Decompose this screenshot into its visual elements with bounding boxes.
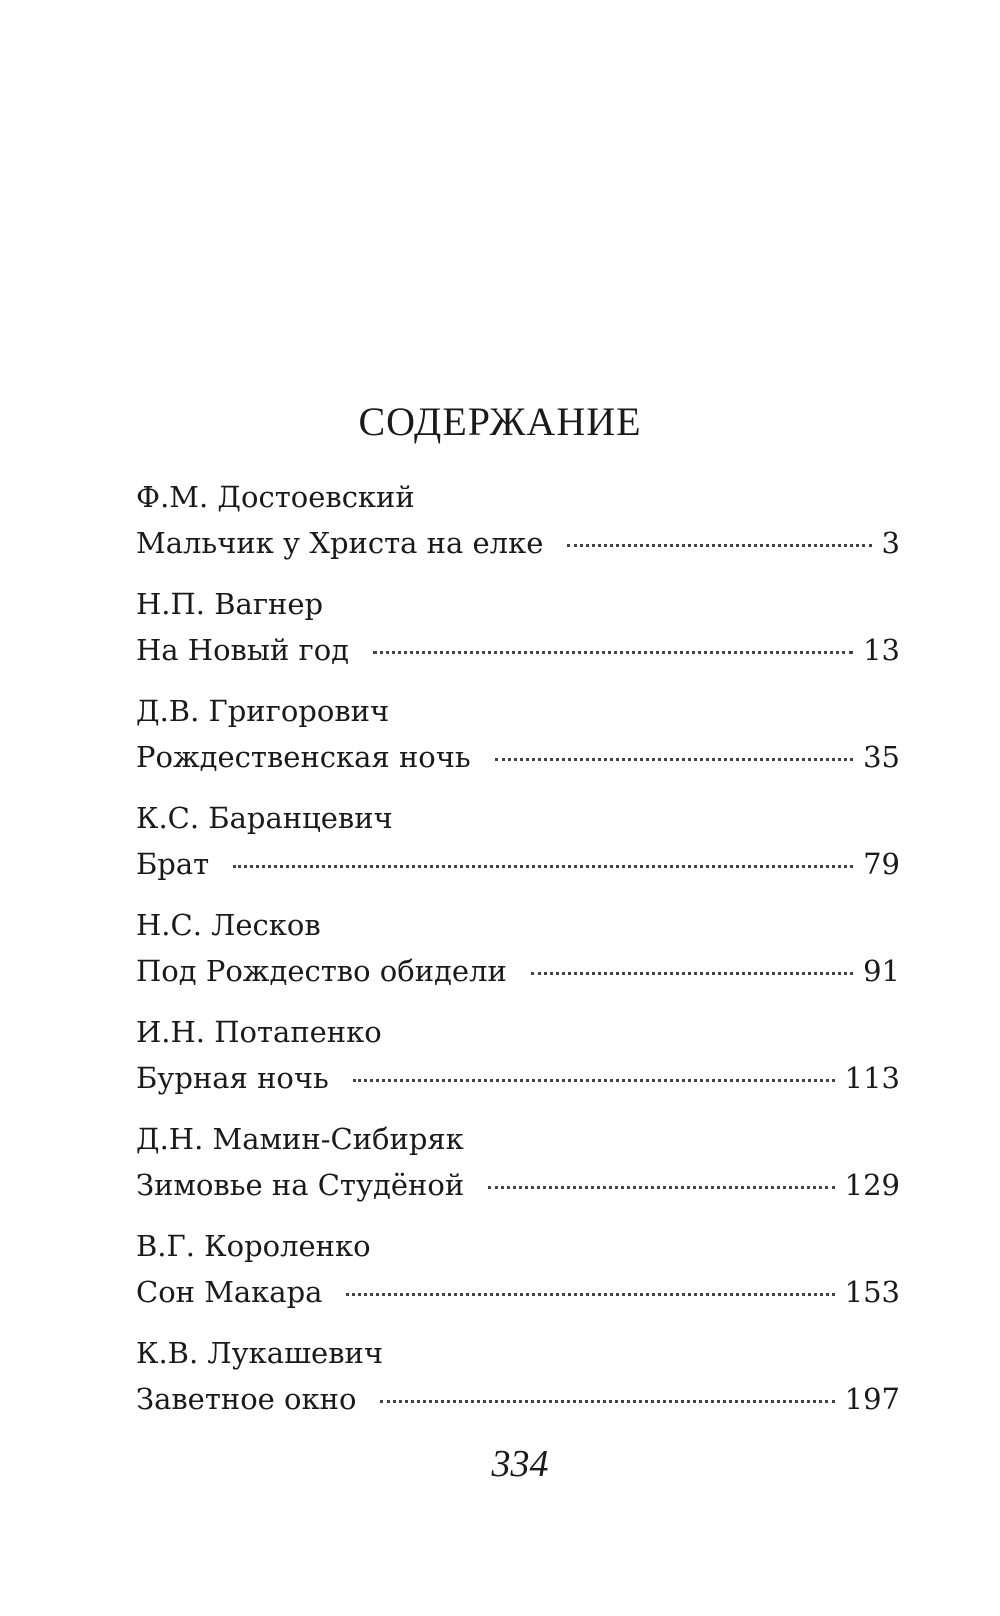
toc-story-line: [136, 734, 900, 780]
dot-leader: [346, 1292, 834, 1296]
toc-page-number: 113: [844, 1061, 900, 1095]
toc-page-number: 3: [881, 526, 900, 560]
toc-page-number: 35: [863, 740, 900, 774]
toc-page-number: 79: [863, 847, 900, 881]
toc-story-line: [136, 1055, 900, 1101]
toc-author: К.С. Баранцевич: [136, 801, 393, 835]
toc-page-number: 13: [863, 633, 900, 667]
dot-leader: [373, 650, 853, 654]
toc-entry: [136, 1330, 900, 1437]
dot-leader: [531, 971, 853, 975]
toc-page-number: 129: [844, 1168, 900, 1202]
toc-entry: [136, 474, 900, 581]
toc-page-number: 91: [863, 954, 900, 988]
page-title: СОДЕРЖАНИЕ: [358, 399, 642, 444]
toc-author: Ф.М. Достоевский: [136, 480, 415, 514]
toc-story-title: Сон Макара: [136, 1275, 323, 1309]
toc-story-title: Мальчик у Христа на елке: [136, 526, 544, 560]
toc-entry: [136, 1009, 900, 1116]
dot-leader: [353, 1078, 835, 1082]
dot-leader: [495, 757, 853, 761]
dot-leader: [380, 1399, 834, 1403]
toc-story-line: [136, 1162, 900, 1208]
toc-story-title: На Новый год: [136, 633, 350, 667]
toc-story-title: Под Рождество обидели: [136, 954, 507, 988]
toc-story-line: [136, 841, 900, 887]
toc-page-number: 197: [844, 1382, 900, 1416]
table-of-contents: [136, 474, 900, 1437]
dot-leader: [567, 543, 871, 547]
toc-entry: [136, 902, 900, 1009]
toc-entry: [136, 581, 900, 688]
toc-story-line: [136, 520, 900, 566]
dot-leader: [488, 1185, 834, 1189]
toc-story-line: [136, 1376, 900, 1422]
toc-entry: [136, 1223, 900, 1330]
toc-story-title: Зимовье на Студёной: [136, 1168, 465, 1202]
toc-author: В.Г. Короленко: [136, 1229, 371, 1263]
toc-author: Д.В. Григорович: [136, 694, 390, 728]
toc-author: Н.П. Вагнер: [136, 587, 324, 621]
toc-story-title: Бурная ночь: [136, 1061, 329, 1095]
toc-entry: [136, 688, 900, 795]
toc-entry: [136, 1116, 900, 1223]
toc-page-number: 153: [844, 1275, 900, 1309]
dot-leader: [233, 864, 853, 868]
toc-author: И.Н. Потапенко: [136, 1015, 382, 1049]
toc-story-title: Заветное окно: [136, 1382, 357, 1416]
toc-author: К.В. Лукашевич: [136, 1336, 384, 1370]
toc-author: Д.Н. Мамин-Сибиряк: [136, 1122, 464, 1156]
toc-story-line: [136, 948, 900, 994]
page-number: 334: [491, 1443, 549, 1485]
toc-entry: [136, 795, 900, 902]
toc-author: Н.С. Лесков: [136, 908, 321, 942]
toc-story-title: Рождественская ночь: [136, 740, 471, 774]
toc-story-line: [136, 1269, 900, 1315]
toc-story-line: [136, 627, 900, 673]
toc-story-title: Брат: [136, 847, 210, 881]
